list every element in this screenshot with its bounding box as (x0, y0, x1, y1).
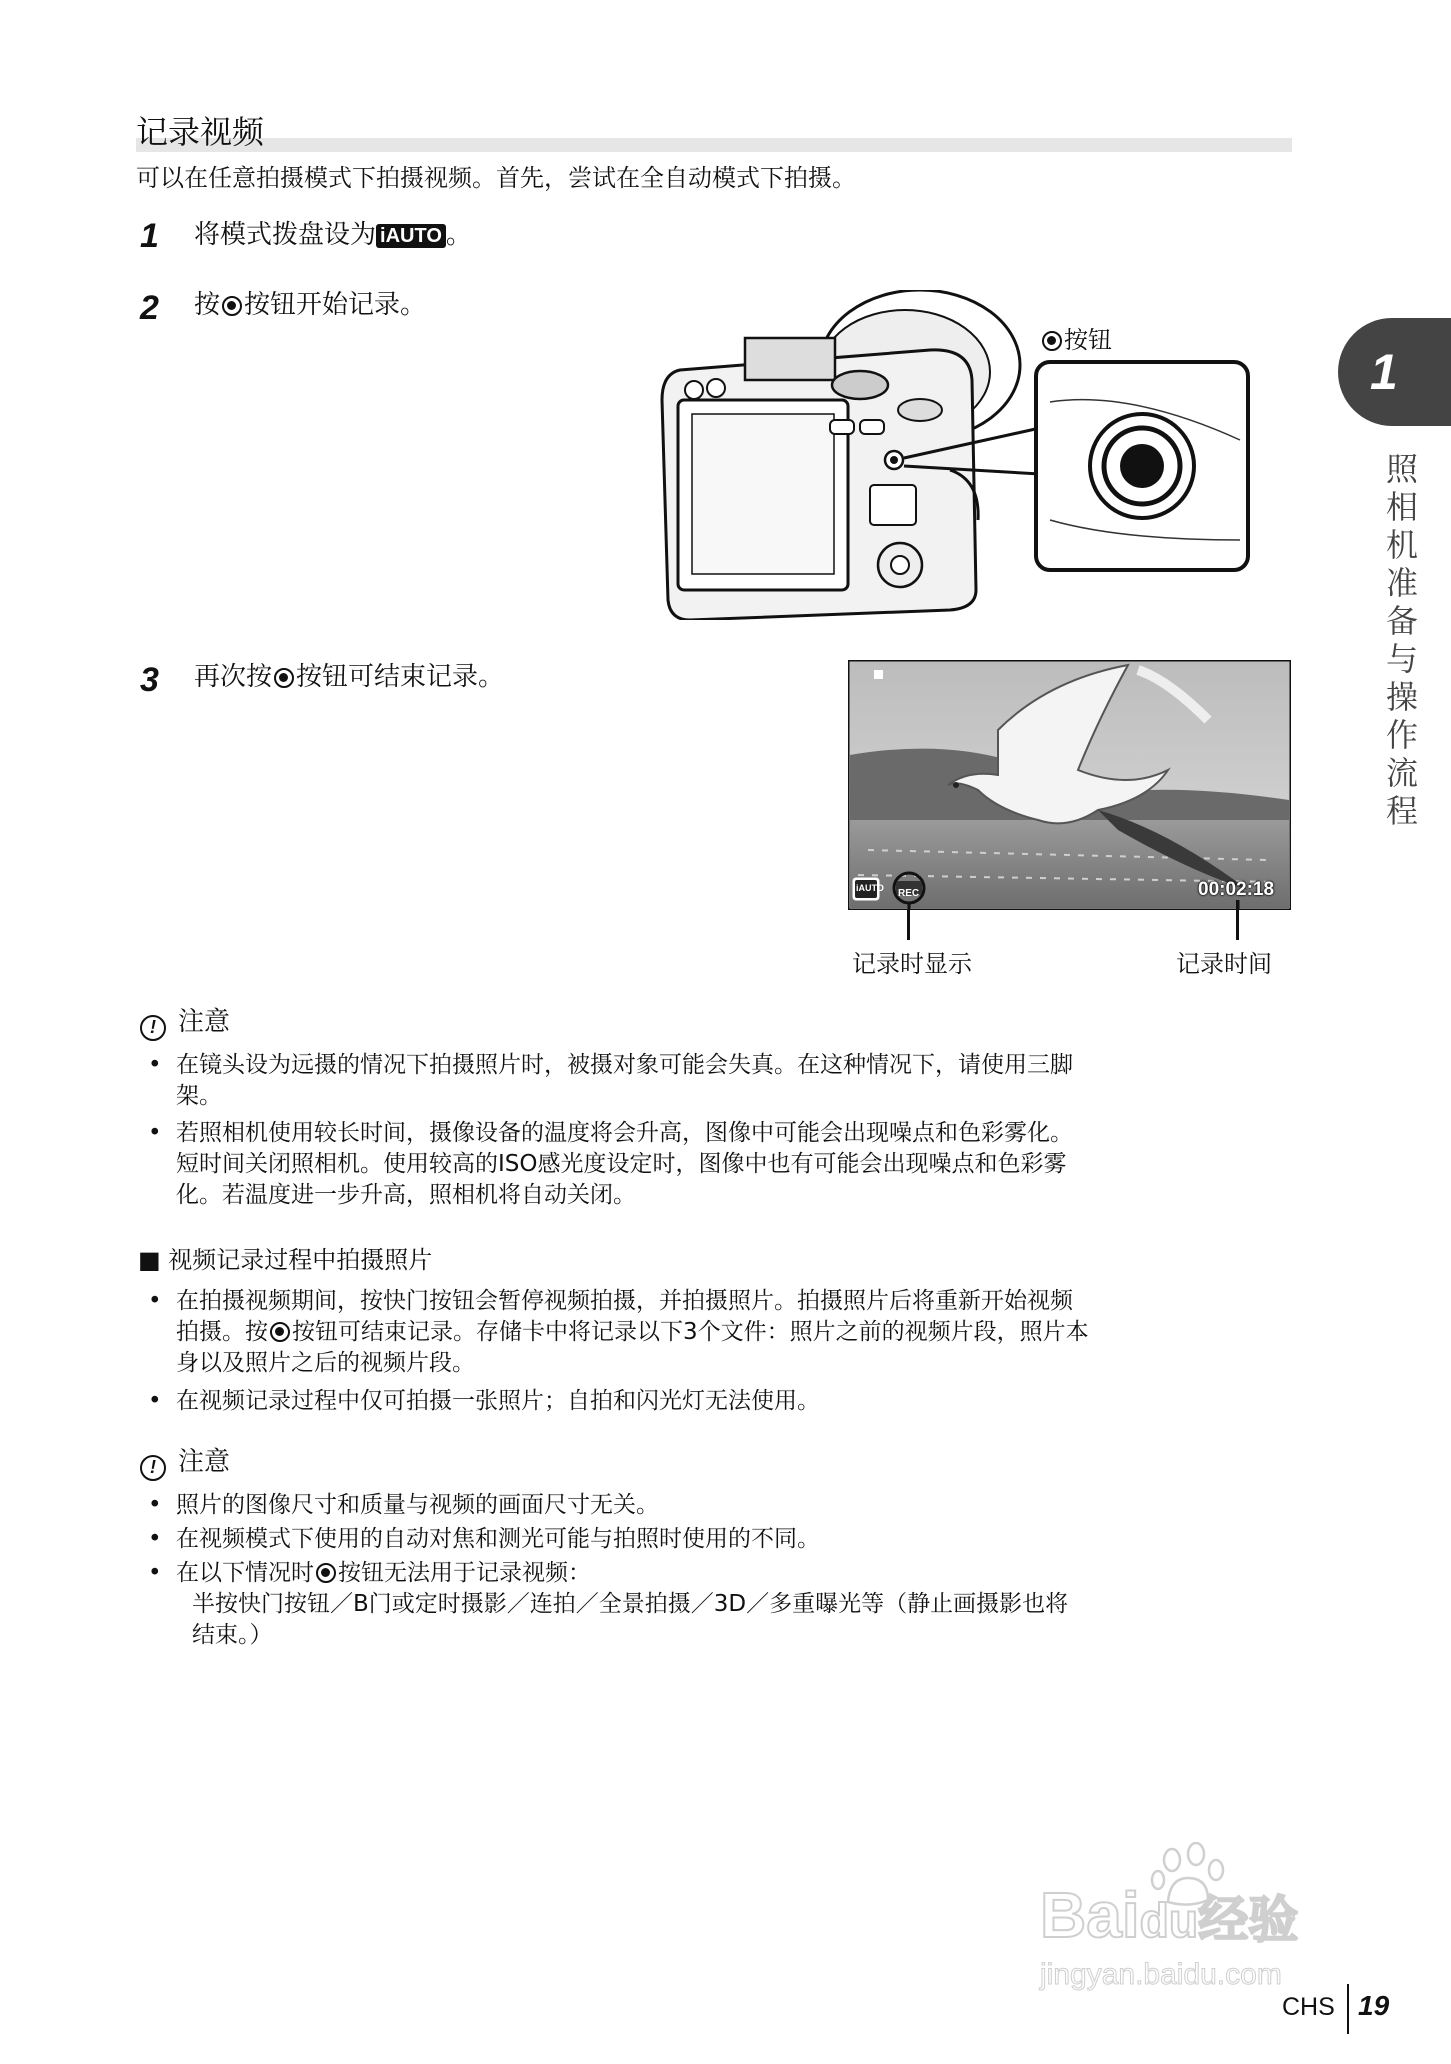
note-line-a: 在以下情况时 (176, 1560, 314, 1586)
record-button-icon (1042, 331, 1062, 351)
bullet-dot: • (148, 1492, 162, 1518)
sub-line-a: 拍摄。按 (176, 1319, 268, 1345)
watermark-text: Bai (1040, 1879, 1140, 1951)
chapter-title: 照相机准备与操作流程 (1385, 450, 1418, 830)
record-time-readout: 00:02:18 (1198, 879, 1275, 900)
bullet-dot: • (148, 1526, 162, 1552)
record-button-icon (270, 1322, 290, 1342)
sub-line: 在视频记录过程中仅可拍摄一张照片；自拍和闪光灯无法使用。 (176, 1388, 820, 1414)
record-button-callout (1040, 324, 1112, 356)
step-2-text (194, 288, 426, 322)
note-line: 架。 (176, 1083, 222, 1109)
note-line: 若照相机使用较长时间，摄像设备的温度将会升高，图像中可能会出现噪点和色彩雾化。 (176, 1120, 1073, 1146)
record-button-icon (222, 296, 242, 316)
note-heading-label: 注意 (178, 1007, 231, 1037)
note-line: 半按快门按钮／B门或定时摄影／连拍／全景拍摄／3D／多重曝光等（静止画摄影也将 (192, 1591, 1069, 1617)
bullet-dot: • (148, 1120, 162, 1146)
note-2-item-1 (148, 1490, 659, 1521)
note-2-item-3 (148, 1558, 1069, 1651)
note-1-item-2 (148, 1118, 1073, 1211)
note-line: 化。若温度进一步升高，照相机将自动关闭。 (176, 1182, 636, 1208)
section-title: 记录视频 (136, 113, 265, 151)
note-line-b: 按钮无法用于记录视频： (338, 1560, 591, 1586)
label-rec-display: 记录时显示 (852, 950, 972, 978)
step-3-text (194, 660, 504, 694)
step-number: 3 (140, 661, 159, 699)
note-2-heading (140, 1446, 230, 1481)
label-line-left (907, 910, 910, 940)
note-heading-label: 注意 (178, 1447, 231, 1477)
sub-line: 在拍摄视频期间，按快门按钮会暂停视频拍摄，并拍摄照片。拍摄照片后将重新开始视频 (176, 1288, 1073, 1314)
subsection-item-2 (148, 1386, 820, 1417)
bullet-dot: • (148, 1052, 162, 1078)
step-number: 1 (140, 217, 159, 255)
step-1-text-b: 。 (445, 220, 472, 250)
note-line: 短时间关闭照相机。使用较高的ISO感光度设定时，图像中也有可能会出现噪点和色彩雾 (176, 1151, 1067, 1177)
sub-line: 身以及照片之后的视频片段。 (176, 1350, 475, 1376)
intro-text: 可以在任意拍摄模式下拍摄视频。首先，尝试在全自动模式下拍摄。 (136, 164, 856, 192)
step-2-text-b: 按钮开始记录。 (244, 290, 427, 320)
step-3-text-a: 再次按 (194, 662, 273, 692)
record-button-icon (274, 668, 294, 688)
caution-icon: ! (140, 1015, 166, 1041)
callout-label: 按钮 (1064, 326, 1112, 354)
footer-lang: CHS (1282, 1993, 1335, 2021)
watermark-url: jingyan.baidu.com (1040, 1958, 1282, 1991)
page-number: 19 (1358, 1990, 1390, 2021)
note-1-heading (140, 1006, 230, 1041)
sub-line (176, 1317, 1089, 1348)
step-1-text (194, 218, 472, 252)
paw-icon (1150, 1842, 1230, 1912)
step-1-text-a: 将模式拨盘设为 (194, 220, 377, 250)
step-number: 2 (140, 289, 159, 327)
camera-illustration (650, 290, 1260, 620)
bullet-dot: • (148, 1288, 162, 1314)
footer-divider (1347, 1984, 1349, 2034)
note-1-item-1 (148, 1050, 1073, 1112)
note-line (176, 1558, 1068, 1589)
note-line: 结束。） (192, 1622, 273, 1648)
note-line: 在视频模式下使用的自动对焦和测光可能与拍照时使用的不同。 (176, 1526, 820, 1552)
recording-screen-photo (848, 660, 1291, 910)
iauto-badge: iAUTO (856, 883, 884, 893)
record-button-icon (316, 1563, 336, 1583)
iauto-mode-icon: iAUTO (376, 224, 446, 248)
rec-badge: REC (898, 888, 920, 899)
label-rec-time: 记录时间 (1176, 950, 1272, 978)
note-line: 照片的图像尺寸和质量与视频的画面尺寸无关。 (176, 1492, 659, 1518)
note-2-item-2 (148, 1524, 820, 1555)
subsection-item-1 (148, 1286, 1089, 1379)
note-line: 在镜头设为远摄的情况下拍摄照片时，被摄对象可能会失真。在这种情况下，请使用三脚 (176, 1052, 1073, 1078)
label-line-right (1236, 900, 1239, 940)
title-underline-bar (136, 138, 1292, 152)
bullet-dot: • (148, 1560, 162, 1586)
watermark-text: du (1139, 1895, 1199, 1948)
bullet-dot: • (148, 1388, 162, 1414)
subsection-title: ■ 视频记录过程中拍摄照片 (138, 1246, 433, 1274)
sub-line-b: 按钮可结束记录。存储卡中将记录以下3个文件：照片之前的视频片段，照片本 (292, 1319, 1089, 1345)
watermark-text: 经验 (1198, 1892, 1299, 1948)
step-2-text-a: 按 (194, 290, 221, 320)
caution-icon: ! (140, 1455, 166, 1481)
step-3-text-b: 按钮可结束记录。 (296, 662, 505, 692)
chapter-number: 1 (1370, 344, 1398, 400)
